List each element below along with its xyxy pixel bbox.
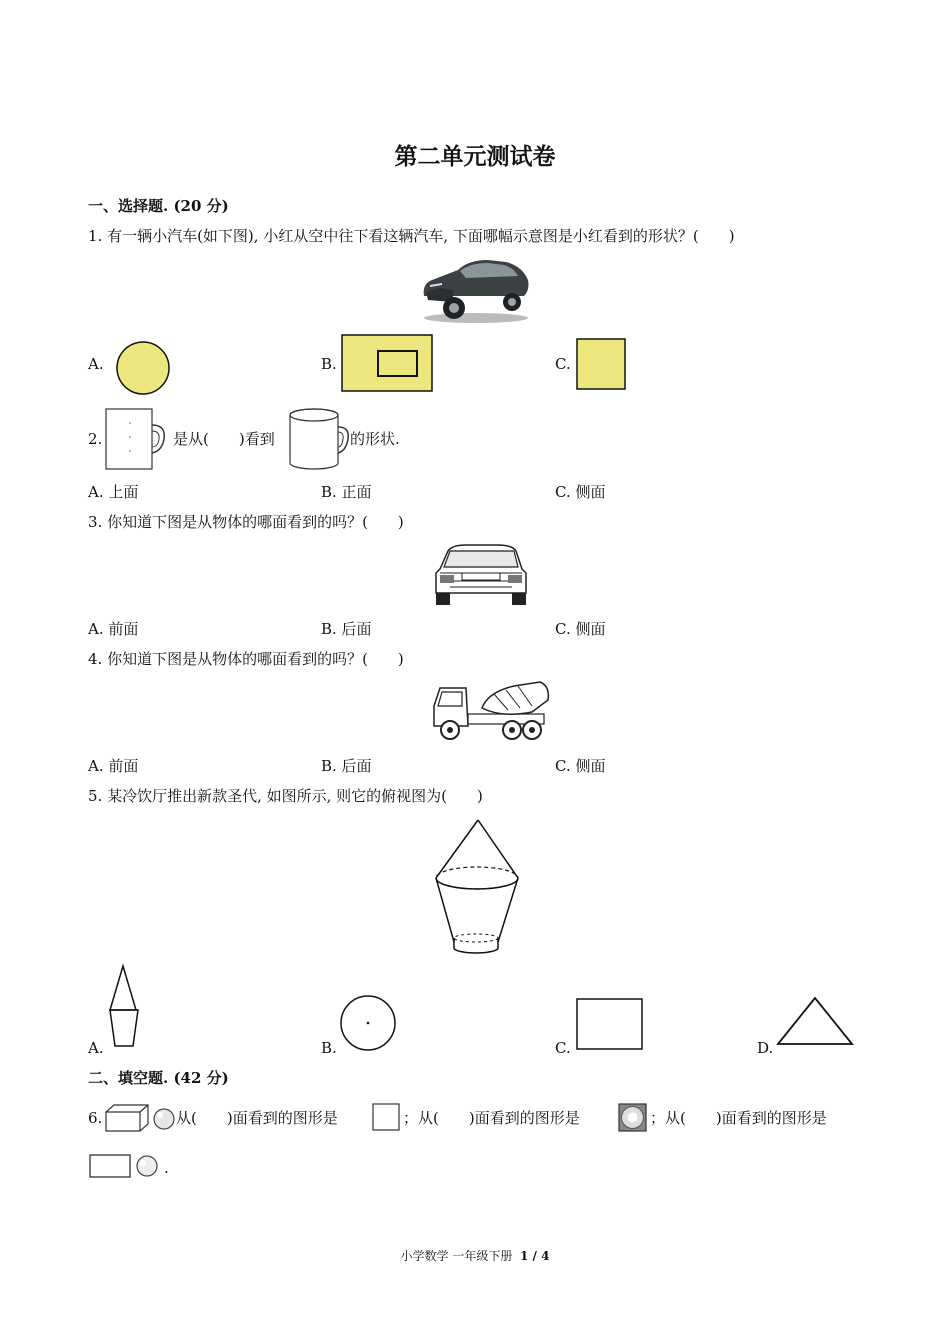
q4-stem: 4. 你知道下图是从物体的哪面看到的吗？( ) [88, 650, 404, 668]
triangle-shape-icon [775, 996, 855, 1048]
rectangle-shape-icon [576, 998, 646, 1052]
rectangle-and-circle-view-icon [88, 1153, 164, 1181]
q4-option-b[interactable]: B. 后面 [321, 757, 372, 775]
q1-stem: 1. 有一辆小汽车(如下图), 小红从空中往下看这辆汽车, 下面哪幅示意图是小红看到的形状？( ) [88, 227, 735, 245]
rectangle-with-inner-rectangle-icon [341, 334, 435, 394]
box-and-ball-icon [104, 1102, 176, 1134]
q2-option-c[interactable]: C. 侧面 [555, 483, 606, 501]
q6-part3: ；从( )面看到的图形是 [650, 1109, 827, 1127]
square-with-ball-view-icon [618, 1103, 650, 1133]
q2-mid-text: 是从( )看到 [173, 430, 275, 448]
q3-option-a[interactable]: A. 前面 [88, 620, 139, 638]
q6-part1: 从( )面看到的图形是 [176, 1109, 338, 1127]
q3-stem: 3. 你知道下图是从物体的哪面看到的吗？( ) [88, 513, 404, 531]
car-rear-image [432, 543, 530, 607]
q5-option-b[interactable]: B. [321, 1039, 337, 1057]
q2-prefix: 2. [88, 430, 103, 448]
q4-option-a[interactable]: A. 前面 [88, 757, 139, 775]
q3-option-b[interactable]: B. 后面 [321, 620, 372, 638]
q3-option-c[interactable]: C. 侧面 [555, 620, 606, 638]
q1-option-a[interactable]: A. [88, 355, 104, 373]
page-title: 第二单元测试卷 [394, 143, 556, 170]
section-heading-choice: 一、选择题. (20 分) [88, 197, 229, 215]
mug-front-icon [104, 407, 168, 471]
q2-option-a[interactable]: A. 上面 [88, 483, 139, 501]
q6-part2: ；从( )面看到的图形是 [403, 1109, 580, 1127]
q5-stem: 5. 某冷饮厅推出新款圣代, 如图所示, 则它的俯视图为( ) [88, 787, 483, 805]
square-shape-icon [576, 338, 628, 392]
q2-option-b[interactable]: B. 正面 [321, 483, 372, 501]
section-heading-fill-blank: 二、填空题. (42 分) [88, 1069, 229, 1087]
q1-option-b[interactable]: B. [321, 355, 337, 373]
cement-truck-side-image [432, 678, 554, 746]
q4-option-c[interactable]: C. 侧面 [555, 757, 606, 775]
footer-text: 小学数学 一年级下册 [400, 1249, 513, 1263]
sundae-3d-drawing [430, 818, 550, 958]
q6-prefix: 6. [88, 1109, 103, 1127]
q5-option-c[interactable]: C. [555, 1039, 571, 1057]
mug-side-icon [288, 407, 352, 473]
q5-option-d[interactable]: D. [757, 1039, 774, 1057]
page-number: 1 / 4 [520, 1249, 550, 1263]
triangle-over-trapezoid-icon [106, 964, 144, 1050]
circle-with-center-dot-icon [339, 996, 399, 1050]
square-view-icon [372, 1103, 402, 1133]
q2-suffix: 的形状. [350, 430, 400, 448]
q5-option-a[interactable]: A. [88, 1039, 104, 1057]
q1-option-c[interactable]: C. [555, 355, 571, 373]
q6-end: . [164, 1159, 169, 1177]
circle-shape-icon [116, 341, 172, 397]
page-footer [0, 1247, 950, 1264]
car-top-image [418, 252, 533, 324]
